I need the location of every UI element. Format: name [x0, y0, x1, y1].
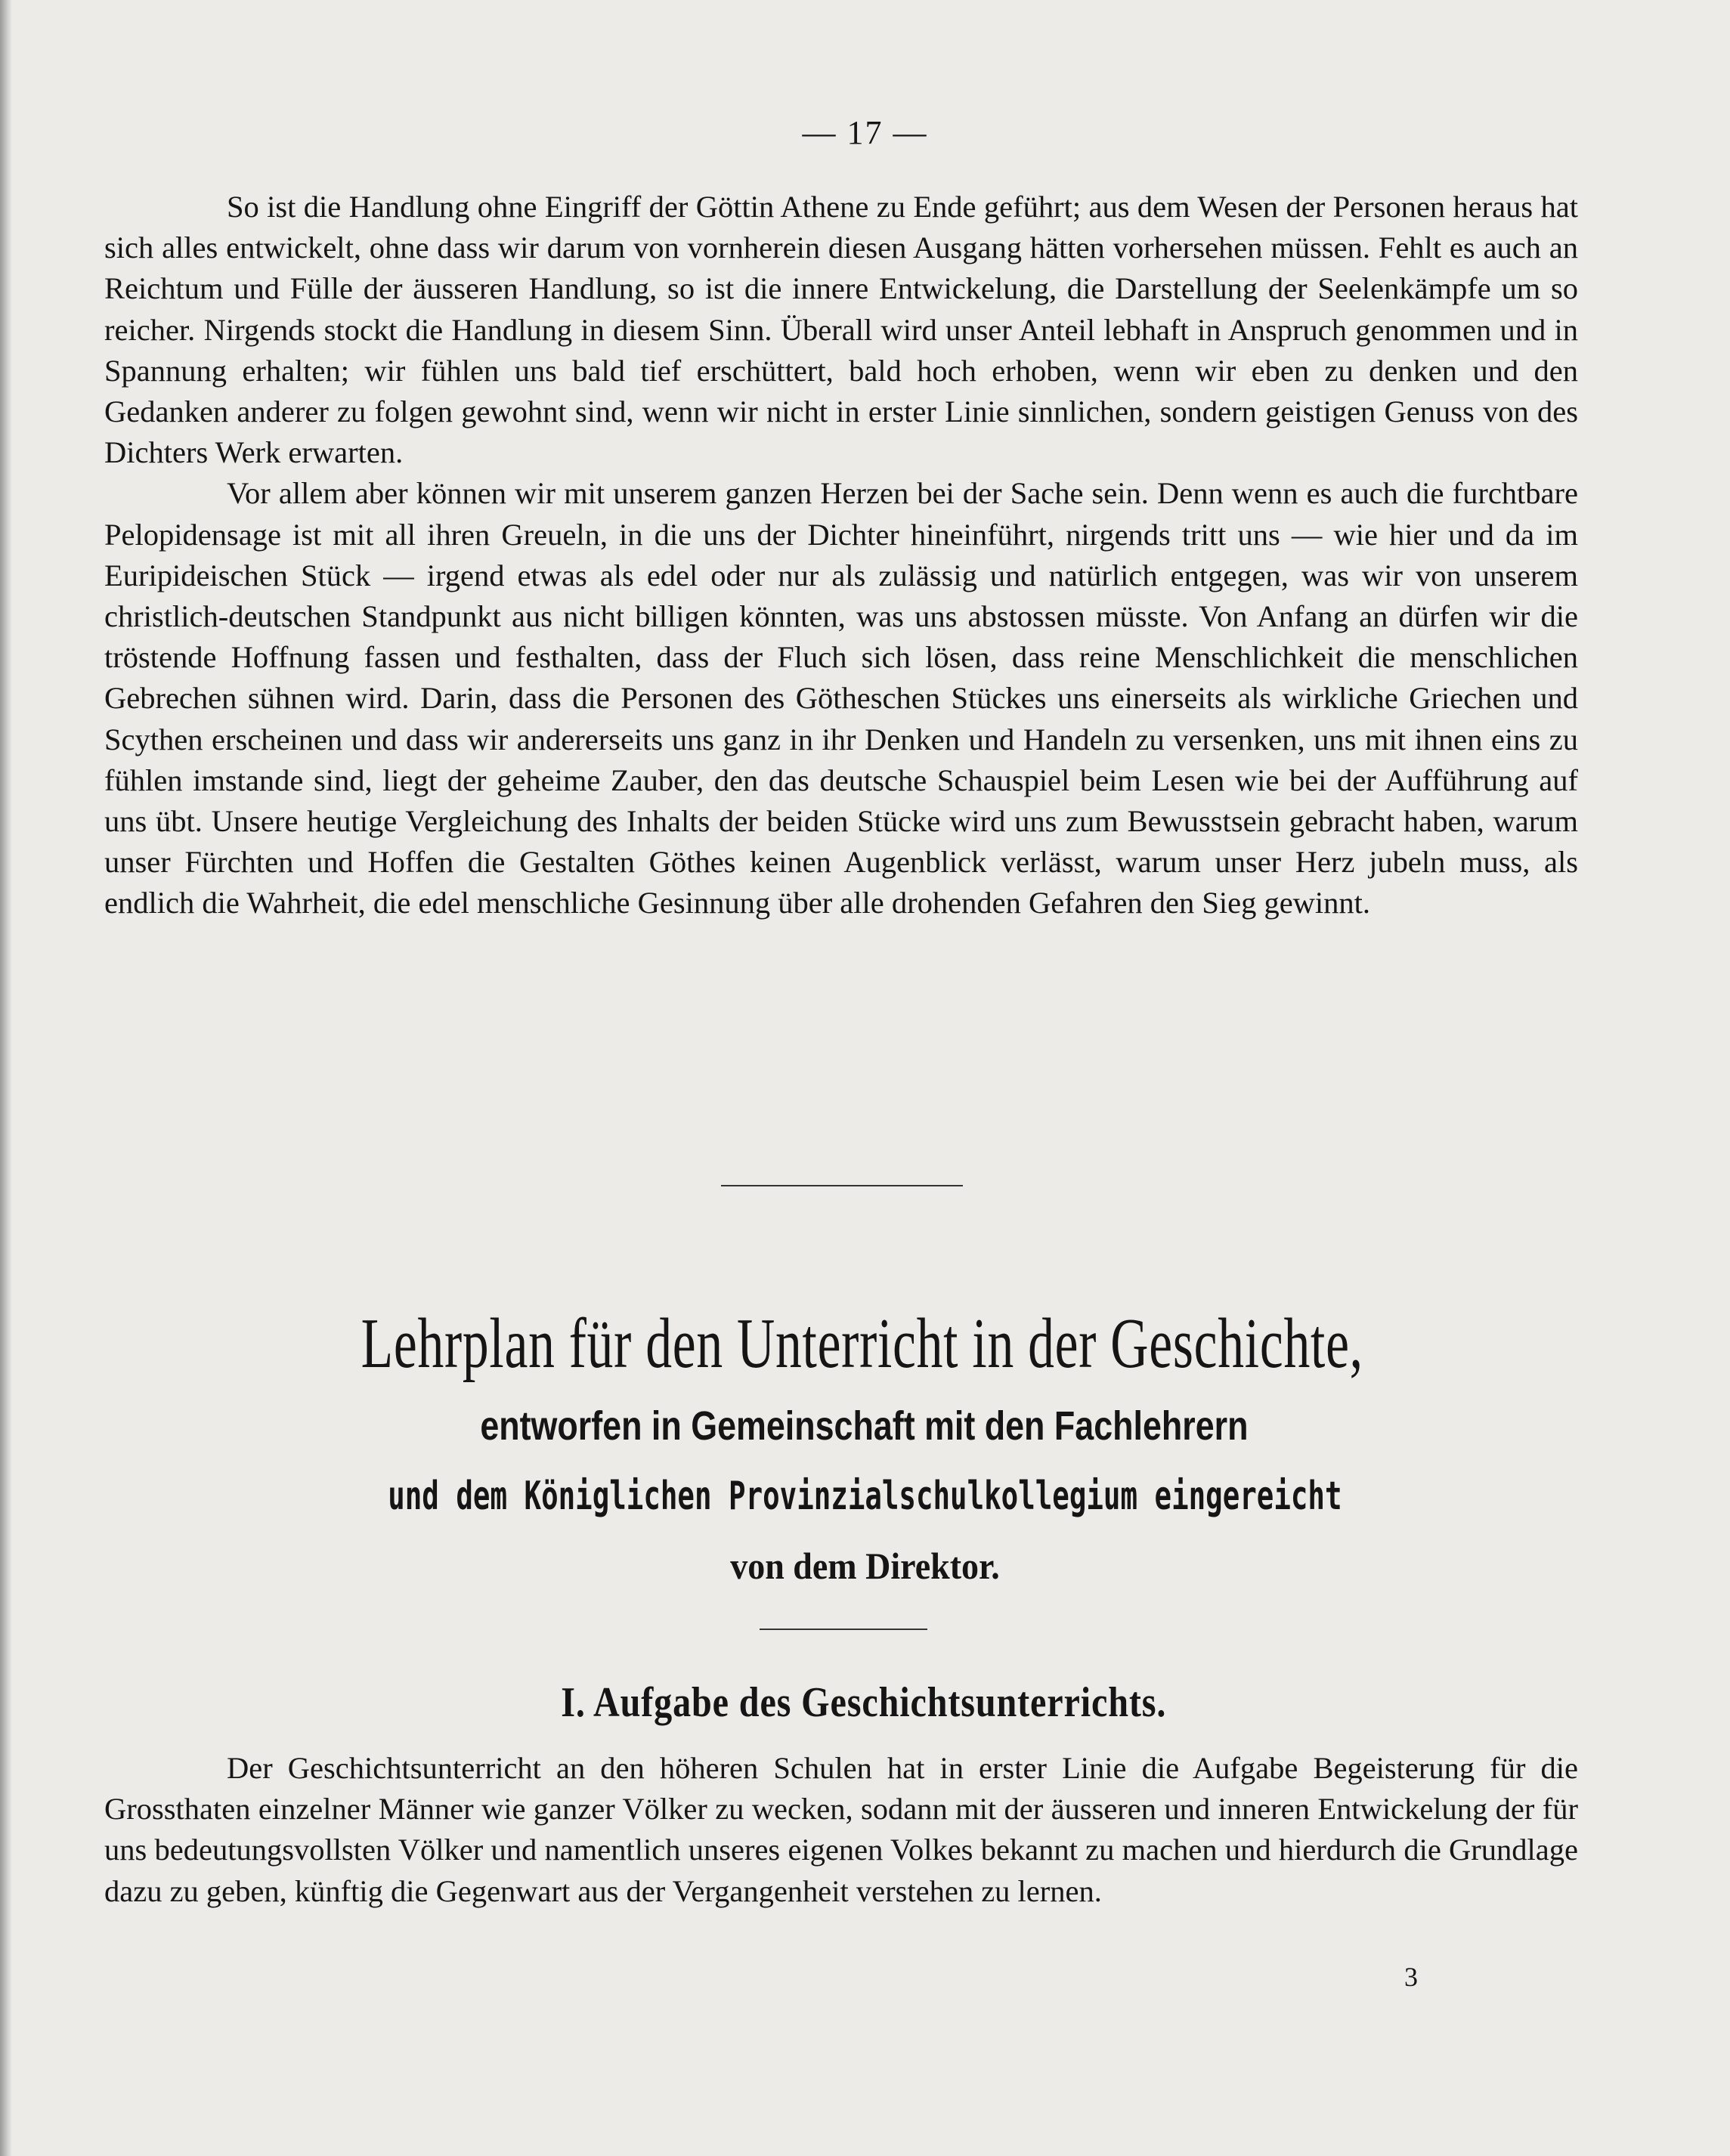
divider-rule-short	[760, 1629, 927, 1630]
essay-conclusion	[104, 187, 1578, 924]
paragraph-1: So ist die Handlung ohne Eingriff der Göttin Athene zu Ende geführt; aus dem Wesen der Personen heraus hat sich alles entwickelt, ohne dass wir darum von vornherein diesen Ausgang hätten vorhersehen müssen. Fehlt es auch an Reichtum und Fülle der äusseren Handlung, so ist die innere Entwickelung, die Darstellung der Seelenkämpfe um so reicher. Nirgends stockt die Handlung in diesem Sinn. Überall wird unser Anteil lebhaft in Anspruch genommen und in Spannung erhalten; wir fühlen uns bald tief erschüttert, bald hoch erhoben, wenn wir eben zu denken und den Gedanken anderer zu folgen gewohnt sind, wenn wir nicht in erster Linie sinnlichen, sondern geistigen Genuss von des Dichters Werk erwarten.	[104, 190, 1578, 470]
title-subline-1: entworfen in Gemeinschaft mit den Fachlehrern	[480, 1403, 1249, 1449]
section-body	[104, 1748, 1578, 1912]
paragraph-2: Vor allem aber können wir mit unserem ganzen Herzen bei der Sache sein. Denn wenn es auch die furchtbare Pelopidensage ist mit all ihren Greueln, in die uns der Dichter hineinführt, nirgends tritt uns — wie hier und da im Euripideischen Stück — irgend etwas als edel oder nur als zulässig und natürlich entgegen, was wir von unserem christlich-deutschen Standpunkt aus nicht billigen könnten, was uns abstossen müsste. Von Anfang an dürfen wir die tröstende Hoffnung fassen und festhalten, dass der Fluch sich lösen, dass reine Menschlichkeit die menschlichen Gebrechen sühnen wird. Darin, dass die Personen des Götheschen Stückes uns einerseits als wirkliche Griechen und Scythen erscheinen und dass wir andererseits uns ganz in ihr Denken und Handeln zu versenken, uns mit ihnen eins zu fühlen imstande sind, liegt der geheime Zauber, den das deutsche Schauspiel beim Lesen wie bei der Aufführung auf uns übt. Unsere heutige Vergleichung des Inhalts der beiden Stücke wird uns zum Bewusstsein gebracht haben, warum unser Fürchten und Hoffen die Gestalten Göthes keinen Augenblick verlässt, warum unser Herz jubeln muss, als endlich die Wahrheit, die edel menschliche Gesinnung über alle drohenden Gefahren den Sieg gewinnt.	[104, 476, 1578, 920]
title-subline-3: von dem Direktor.	[730, 1545, 1000, 1587]
title-subline-2: und dem Königlichen Provinzialschulkollegium eingereicht	[388, 1474, 1342, 1519]
signature-mark: 3	[1404, 1962, 1418, 1992]
section-paragraph: Der Geschichtsunterricht an den höheren Schulen hat in erster Linie die Aufgabe Begeisterung für die Grossthaten einzelner Männer wie ganzer Völker zu wecken, sodann mit der äusseren und inneren Entwickelung der für uns bedeutungsvollsten Völker und namentlich unseres eigenen Volkes bekannt zu machen und hierdurch die Grundlage dazu zu geben, künftig die Gegenwart aus der Vergangenheit verstehen zu lernen.	[104, 1751, 1578, 1908]
page-number: — 17 —	[802, 114, 928, 151]
document-title: Lehrplan für den Unterricht in der Geschichte,	[361, 1304, 1363, 1383]
section-heading: I. Aufgabe des Geschichtsunterrichts.	[561, 1679, 1167, 1726]
divider-rule	[721, 1185, 963, 1186]
